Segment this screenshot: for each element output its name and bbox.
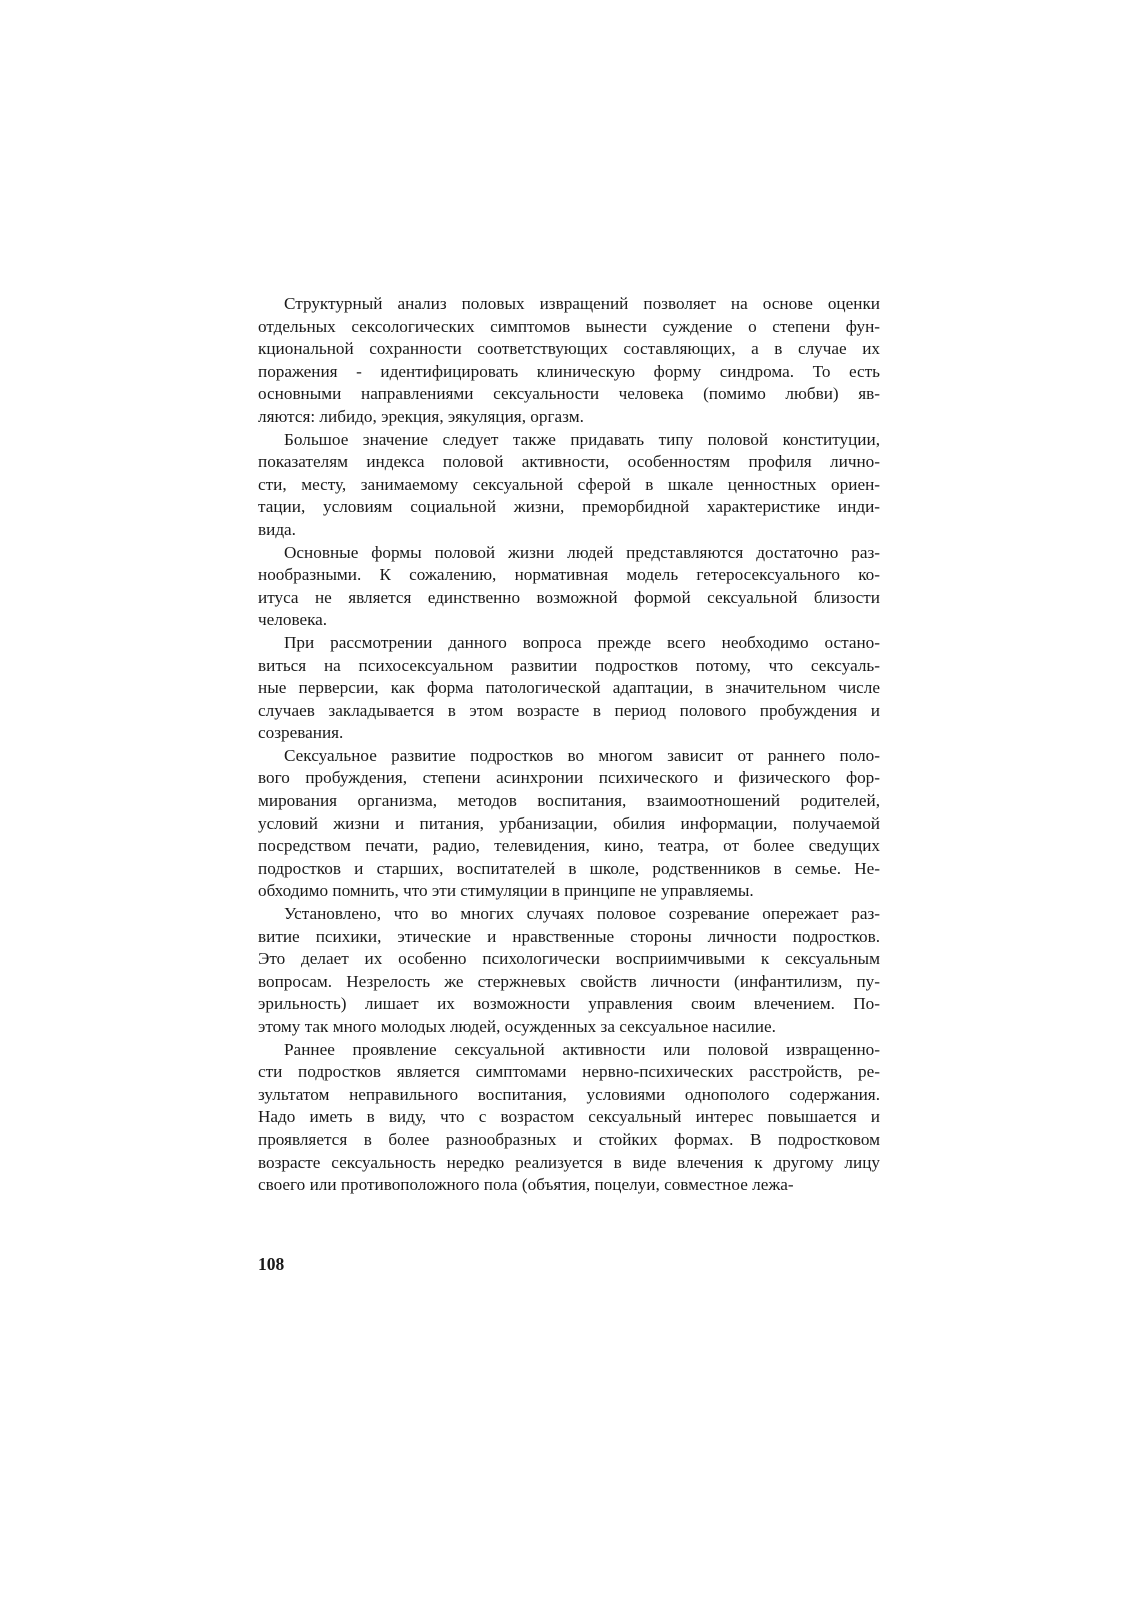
text-line: кциональной сохранности соответствующих составляющих, а в случае их [258, 339, 880, 359]
paragraph [258, 429, 880, 542]
text-line: посредством печати, радио, телевидения, кино, театра, от более сведущих [258, 836, 880, 856]
paragraph [258, 903, 880, 1039]
text-line: Установлено, что во многих случаях половое созревание опережает раз- [284, 904, 880, 924]
text-line: своего или противоположного пола (объятия, поцелуи, совместное лежа- [258, 1175, 794, 1195]
text-line: Основные формы половой жизни людей представляются достаточно раз- [284, 542, 880, 562]
text-line: обходимо помнить, что эти стимуляции в принципе не управляемы. [258, 881, 754, 901]
text-line: поражения - идентифицировать клиническую форму синдрома. То есть [258, 361, 880, 381]
page-number: 108 [258, 1254, 285, 1274]
text-line: подростков и старших, воспитателей в школе, родственников в семье. Не- [258, 858, 880, 878]
text-line: условий жизни и питания, урбанизации, обилия информации, получаемой [258, 813, 880, 833]
text-line: При рассмотрении данного вопроса прежде всего необходимо останo- [284, 632, 880, 652]
text-line: Надо иметь в виду, что с возрастом сексуальный интерес повышается и [258, 1107, 880, 1127]
text-line: основными направлениями сексуальности человека (помимо любви) яв- [258, 384, 880, 404]
paragraph [258, 632, 880, 745]
text-line: отдельных сексологических симптомов вынести суждение о степени фун- [258, 316, 880, 336]
text-line: Структурный анализ половых извращений позволяет на основе оценки [284, 294, 880, 313]
text-line: тации, условиям социальной жизни, преморбидной характеристике инди- [258, 497, 880, 517]
text-line: вида. [258, 519, 296, 539]
text-line: случаев закладывается в этом возрасте в период полового пробуждения и [258, 700, 880, 720]
text-line: вопросам. Незрелость же стержневых свойств личности (инфантилизм, пу- [258, 971, 880, 991]
text-line: Большое значение следует также придавать типу половой конституции, [284, 429, 880, 449]
paragraph [258, 293, 880, 429]
text-line: Сексуальное развитие подростков во многом зависит от раннего поло- [284, 745, 880, 765]
paragraph [258, 1039, 880, 1197]
text-line: человека. [258, 610, 328, 630]
text-line: показателям индекса половой активности, особенностям профиля лично- [258, 452, 880, 472]
text-line: проявляется в более разнообразных и стойких формах. В подростковом [258, 1129, 880, 1149]
text-line: сти подростков является симптомами нервно-психических расстройств, ре- [258, 1062, 880, 1082]
text-line: зультатом неправильного воспитания, условиями однополого содержания. [258, 1084, 880, 1104]
text-line: сти, месту, занимаемому сексуальной сферой в шкале ценностных ориен- [258, 474, 880, 494]
text-line: эрильность) лишает их возможности управления своим влечением. По- [258, 994, 880, 1014]
text-line: виться на психосексуальном развитии подростков потому, что сексуаль- [258, 655, 880, 675]
text-line: вого пробуждения, степени асинхронии психического и физического фор- [258, 768, 880, 788]
text-line: нообразными. К сожалению, нормативная модель гетеросексуального ко- [258, 565, 880, 585]
body-text [258, 293, 880, 1197]
text-line: возрасте сексуальность нередко реализуется в виде влечения к другому лицу [258, 1152, 880, 1172]
text-line: Раннее проявление сексуальной активности или половой извращенно- [284, 1039, 880, 1059]
text-line: итуса не является единственно возможной формой сексуальной близости [258, 587, 880, 607]
text-line: созревания. [258, 723, 344, 743]
paragraph [258, 745, 880, 903]
text-line: ные перверсии, как форма патологической адаптации, в значительном числе [258, 678, 880, 698]
text-line: витие психики, этические и нравственные стороны личности подростков. [258, 926, 880, 946]
text-line: мирования организма, методов воспитания, взаимоотношений родителей, [258, 791, 880, 811]
text-line: ляются: либидо, эрекция, эякуляция, оргазм. [258, 406, 584, 426]
text-line: этому так много молодых людей, осужденных за сексуальное насилие. [258, 1017, 776, 1036]
paragraph [258, 542, 880, 632]
text-line: Это делает их особенно психологически восприимчивыми к сексуальным [258, 949, 880, 969]
